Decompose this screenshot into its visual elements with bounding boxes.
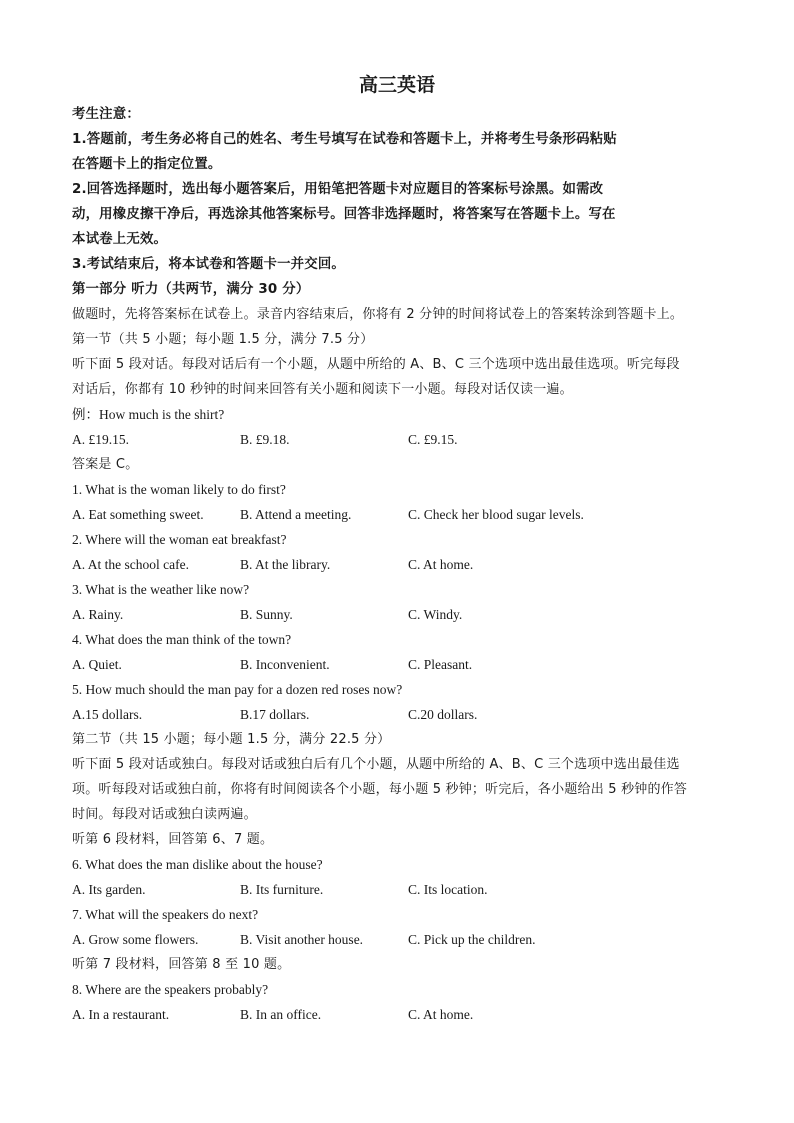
question-7-options <box>72 927 722 952</box>
question-3-options <box>72 602 722 627</box>
option-b: B. Sunny. <box>240 607 293 622</box>
option-c: C. Windy. <box>408 607 463 622</box>
option-a: A. Rainy. <box>72 607 124 622</box>
section2-heading: 第二节（共 15 小题；每小题 1.5 分，满分 22.5 分） <box>72 732 391 747</box>
section1-heading: 第一节（共 5 小题；每小题 1.5 分，满分 7.5 分） <box>72 332 374 347</box>
option-b: B. At the library. <box>240 557 331 572</box>
notice-line: 本试卷上无效。 <box>72 232 168 247</box>
option-c: C. At home. <box>408 557 474 572</box>
option-b: B. In an office. <box>240 1007 322 1022</box>
question-2: 2. Where will the woman eat breakfast? <box>72 532 287 547</box>
question-5-options <box>72 702 722 727</box>
option-a: A. In a restaurant. <box>72 1007 170 1022</box>
option-a: A. £19.15. <box>72 432 129 447</box>
option-a: A. At the school cafe. <box>72 557 189 572</box>
question-6: 6. What does the man dislike about the house? <box>72 857 323 872</box>
option-a: A. Its garden. <box>72 882 146 897</box>
section2-instruction: 时间。每段对话或独白读两遍。 <box>72 807 257 822</box>
option-b: B. Attend a meeting. <box>240 507 352 522</box>
option-a: A. Eat something sweet. <box>72 507 204 522</box>
option-c: C. Pick up the children. <box>408 932 536 947</box>
notice-line: 在答题卡上的指定位置。 <box>72 157 222 172</box>
option-a: A.15 dollars. <box>72 707 143 722</box>
example-answer: 答案是 C。 <box>72 457 139 472</box>
option-a: A. Quiet. <box>72 657 122 672</box>
section2-instruction: 听下面 5 段对话或独白。每段对话或独白后有几个小题，从题中所给的 A、B、C 三个选项中选出最佳选 <box>72 757 680 772</box>
notice-line: 3.考试结束后，将本试卷和答题卡一并交回。 <box>72 257 346 272</box>
question-8-options <box>72 1002 722 1027</box>
option-b: B. £9.18. <box>240 432 290 447</box>
option-c: C. Its location. <box>408 882 488 897</box>
option-c: C. Pleasant. <box>408 657 473 672</box>
question-4: 4. What does the man think of the town? <box>72 632 292 647</box>
question-4-options <box>72 652 722 677</box>
notice-line: 1.答题前，考生务必将自己的姓名、考生号填写在试卷和答题卡上，并将考生号条形码粘贴 <box>72 132 617 147</box>
option-c: C. £9.15. <box>408 432 458 447</box>
question-7: 7. What will the speakers do next? <box>72 907 259 922</box>
option-c: C. Check her blood sugar levels. <box>408 507 584 522</box>
notice-line: 2.回答选择题时，选出每小题答案后，用铅笔把答题卡对应题目的答案标号涂黑。如需改 <box>72 182 604 197</box>
section1-instruction: 对话后，你都有 10 秒钟的时间来回答有关小题和阅读下一小题。每段对话仅读一遍。 <box>72 382 573 397</box>
question-5: 5. How much should the man pay for a dozen red roses now? <box>72 682 403 697</box>
material-6-heading: 听第 6 段材料，回答第 6、7 题。 <box>72 832 274 847</box>
option-c: C.20 dollars. <box>408 707 478 722</box>
option-b: B.17 dollars. <box>240 707 310 722</box>
part1-heading: 第一部分 听力（共两节，满分 30 分） <box>72 282 310 297</box>
question-2-options <box>72 552 722 577</box>
part1-intro: 做题时，先将答案标在试卷上。录音内容结束后，你将有 2 分钟的时间将试卷上的答案转涂到答题卡上。 <box>72 307 684 322</box>
question-6-options <box>72 877 722 902</box>
section1-instruction: 听下面 5 段对话。每段对话后有一个小题，从题中所给的 A、B、C 三个选项中选出最佳选项。听完每段 <box>72 357 680 372</box>
example-options <box>72 427 722 452</box>
option-b: B. Its furniture. <box>240 882 324 897</box>
question-1-options <box>72 502 722 527</box>
material-7-heading: 听第 7 段材料，回答第 8 至 10 题。 <box>72 957 291 972</box>
option-b: B. Inconvenient. <box>240 657 330 672</box>
option-c: C. At home. <box>408 1007 474 1022</box>
option-b: B. Visit another house. <box>240 932 364 947</box>
notice-line: 动，用橡皮擦干净后，再选涂其他答案标号。回答非选择题时，将答案写在答题卡上。写在 <box>72 207 616 222</box>
option-a: A. Grow some flowers. <box>72 932 199 947</box>
example-question: 例：How much is the shirt? <box>72 407 225 422</box>
question-3: 3. What is the weather like now? <box>72 582 250 597</box>
question-8: 8. Where are the speakers probably? <box>72 982 269 997</box>
section2-instruction: 项。听每段对话或独白前，你将有时间阅读各个小题，每小题 5 秒钟；听完后，各小题给出 5 秒钟的作答 <box>72 782 688 797</box>
notice-heading: 考生注意： <box>72 107 140 122</box>
page-title: 高三英语 <box>358 74 435 96</box>
question-1: 1. What is the woman likely to do first? <box>72 482 286 497</box>
